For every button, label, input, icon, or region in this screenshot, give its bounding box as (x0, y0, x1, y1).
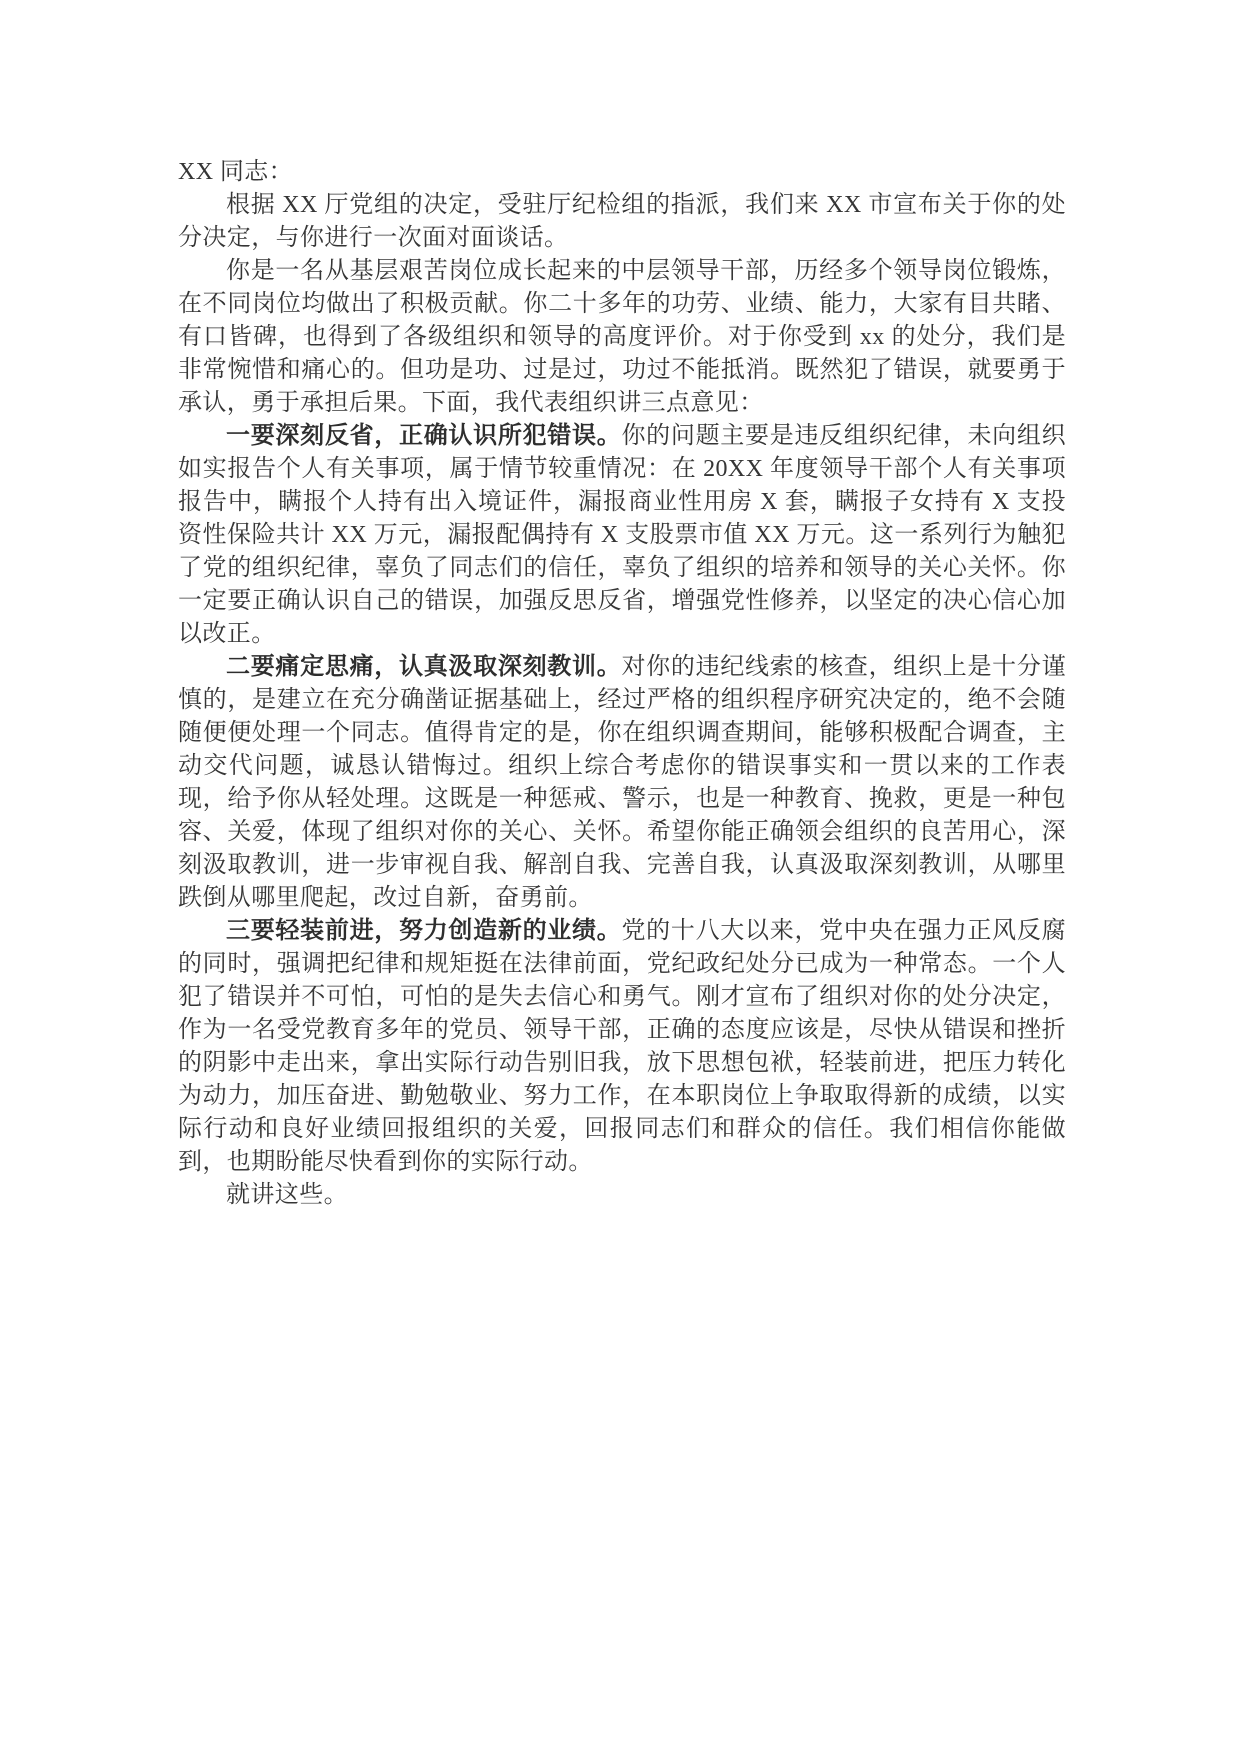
intro-paragraph-2: 你是一名从基层艰苦岗位成长起来的中层领导干部，历经多个领导岗位锻炼，在不同岗位均做出了积极贡献。你二十多年的功劳、业绩、能力，大家有目共睹、有口皆碑，也得到了各级组织和领导的高度评价。对于你受到 xx 的处分，我们是非常惋惜和痛心的。但功是功、过是过，功过不能抵消。既然犯了错误，就要勇于承认，勇于承担后果。下面，我代表组织讲三点意见： (178, 258, 1066, 416)
section-2-heading: 二要痛定思痛，认真汲取深刻教训。 (226, 654, 622, 680)
document-body (178, 156, 1066, 1212)
salutation-line: XX 同志： (178, 159, 294, 185)
section-paragraph-1 (178, 420, 1066, 651)
section-paragraph-3 (178, 915, 1066, 1179)
section-1-heading: 一要深刻反省，正确认识所犯错误。 (226, 423, 622, 449)
closing-line: 就讲这些。 (226, 1182, 348, 1208)
section-2-body: 对你的违纪线索的核查，组织上是十分谨慎的，是建立在充分确凿证据基础上，经过严格的组织程序研究决定的，绝不会随随便便处理一个同志。值得肯定的是，你在组织调查期间，能够积极配合调查，主动交代问题，诚恳认错悔过。组织上综合考虑你的错误事实和一贯以来的工作表现，给予你从轻处理。这既是一种惩戒、警示，也是一种教育、挽救，更是一种包容、关爱，体现了组织对你的关心、关怀。希望你能正确领会组织的良苦用心，深刻汲取教训，进一步审视自我、解剖自我、完善自我，认真汲取深刻教训，从哪里跌倒从哪里爬起，改过自新，奋勇前。 (178, 654, 1066, 911)
section-paragraph-2 (178, 651, 1066, 915)
section-3-body: 党的十八大以来，党中央在强力正风反腐的同时，强调把纪律和规矩挺在法律前面，党纪政纪处分已成为一种常态。一个人犯了错误并不可怕，可怕的是失去信心和勇气。刚才宣布了组织对你的处分决定，作为一名受党教育多年的党员、领导干部，正确的态度应该是，尽快从错误和挫折的阴影中走出来，拿出实际行动告别旧我，放下思想包袱，轻装前进，把压力转化为动力，加压奋进、勤勉敬业、努力工作，在本职岗位上争取取得新的成绩，以实际行动和良好业绩回报组织的关爱，回报同志们和群众的信任。我们相信你能做到，也期盼能尽快看到你的实际行动。 (178, 918, 1066, 1175)
section-3-heading: 三要轻装前进，努力创造新的业绩。 (226, 918, 622, 944)
intro-paragraph-1: 根据 XX 厅党组的决定，受驻厅纪检组的指派，我们来 XX 市宣布关于你的处分决定，与你进行一次面对面谈话。 (178, 192, 1066, 251)
section-1-body: 你的问题主要是违反组织纪律，未向组织如实报告个人有关事项，属于情节较重情况：在 20XX 年度领导干部个人有关事项报告中，瞒报个人持有出入境证件，漏报商业性用房 X 套，瞒报子女持有 X 支投资性保险共计 XX 万元，漏报配偶持有 X 支股票市值 XX 万元。这一系列行为触犯了党的组织纪律，辜负了同志们的信任，辜负了组织的培养和领导的关心关怀。你一定要正确认识自己的错误，加强反思反省，增强党性修养，以坚定的决心信心加以改正。 (178, 423, 1066, 647)
